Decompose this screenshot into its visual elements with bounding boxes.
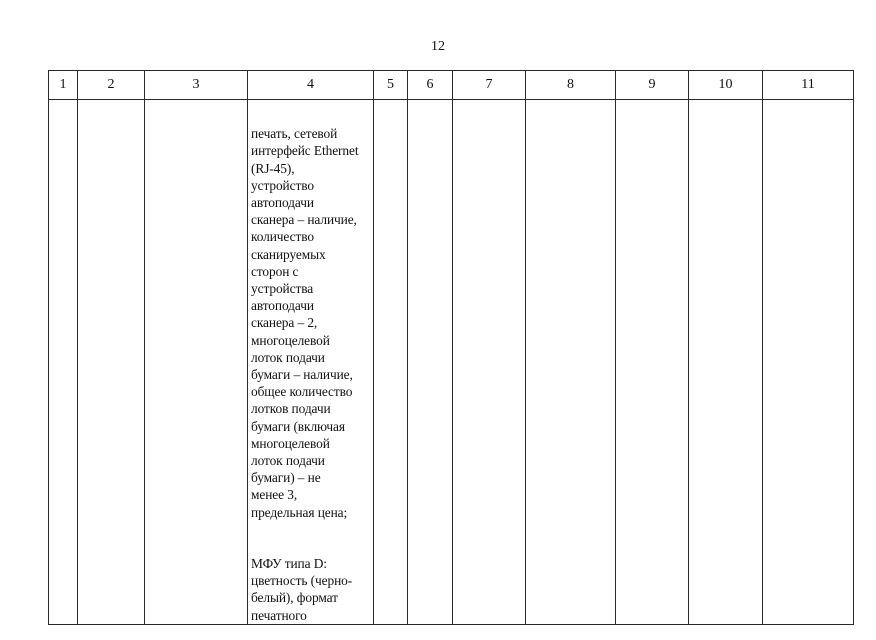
column-header-1: 1 [49, 71, 78, 100]
column-header-9: 9 [616, 71, 689, 100]
requirements-table [48, 70, 854, 625]
table-row [49, 100, 854, 625]
cell-col-11 [763, 100, 854, 625]
product-description [248, 100, 373, 624]
cell-col-9 [616, 100, 689, 625]
cell-col-4 [248, 100, 374, 625]
column-header-2: 2 [78, 71, 145, 100]
column-header-11: 11 [763, 71, 854, 100]
cell-col-2 [78, 100, 145, 625]
column-header-3: 3 [145, 71, 248, 100]
table-header-row [49, 71, 854, 100]
column-header-10: 10 [689, 71, 763, 100]
cell-col-6 [408, 100, 453, 625]
page-number: 12 [431, 39, 445, 54]
cell-col-3 [145, 100, 248, 625]
cell-col-8 [526, 100, 616, 625]
cell-col-5 [374, 100, 408, 625]
column-header-5: 5 [374, 71, 408, 100]
column-header-8: 8 [526, 71, 616, 100]
column-header-6: 6 [408, 71, 453, 100]
description-part-1: печать, сетевой интерфейс Ethernet (RJ-45), устройство автоподачи сканера – наличие, количество сканируемых сторон с устройства автоподачи сканера – 2, многоцелевой лоток подачи бумаги – наличие, общее количество лотков подачи бумаги (включая многоцелевой лоток подачи бумаги) – не менее 3, предельная цена; [251, 126, 359, 520]
description-part-2: МФУ типа D: цветность (черно- белый), формат печатного [251, 556, 353, 623]
cell-col-1 [49, 100, 78, 625]
cell-col-10 [689, 100, 763, 625]
cell-col-7 [453, 100, 526, 625]
column-header-4: 4 [248, 71, 374, 100]
column-header-7: 7 [453, 71, 526, 100]
